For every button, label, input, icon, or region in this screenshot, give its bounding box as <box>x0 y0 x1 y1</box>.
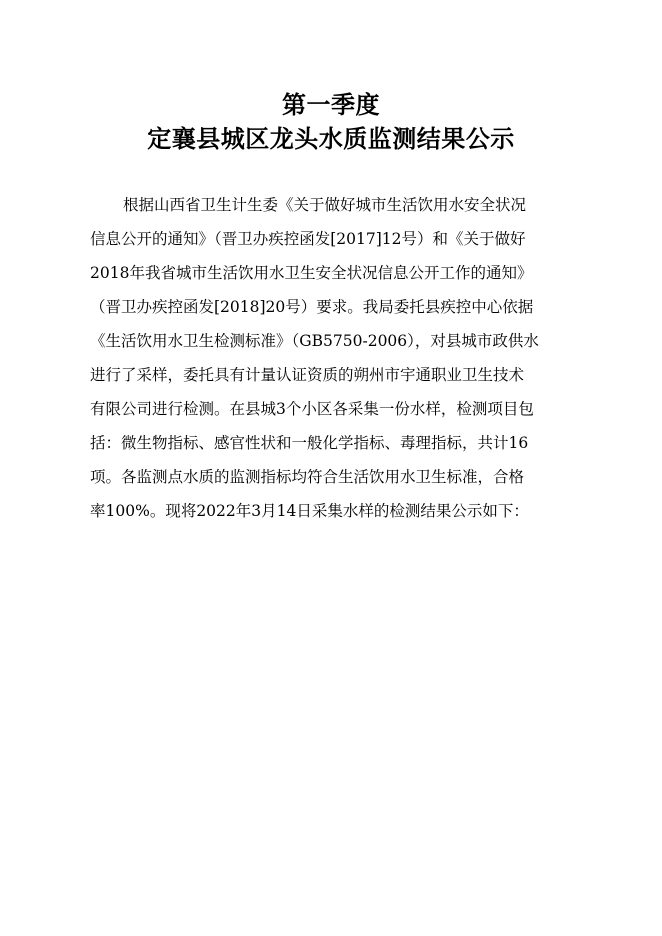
document-title <box>0 88 662 156</box>
title-line-main: 定襄县城区龙头水质监测结果公示 <box>147 125 515 153</box>
body-line: 率100%。现将2022年3月14日采集水样的检测结果公示如下： <box>90 502 529 520</box>
body-line: 有限公司进行检测。在县城3个小区各采集一份水样，检测项目包 <box>90 400 534 418</box>
body-line: 根据山西省卫生计生委《关于做好城市生活饮用水安全状况 <box>123 196 527 214</box>
body-line: 括：微生物指标、感官性状和一般化学指标、毒理指标，共计16 <box>90 434 529 452</box>
body-paragraph <box>90 188 572 528</box>
body-line: 信息公开的通知》（晋卫办疾控函发[2017]12号）和《关于做好 <box>90 230 526 248</box>
body-line: （晋卫办疾控函发[2018]20号）要求。我局委托县疾控中心依据 <box>90 298 534 316</box>
title-line-quarter: 第一季度 <box>282 91 380 119</box>
body-line: 进行了采样，委托具有计量认证资质的朔州市宇通职业卫生技术 <box>90 366 525 384</box>
body-line: 项。各监测点水质的监测指标均符合生活饮用水卫生标准，合格 <box>90 468 525 486</box>
body-line: 2018年我省城市生活饮用水卫生安全状况信息公开工作的通知》 <box>90 264 533 282</box>
body-line: 《生活饮用水卫生检测标准》（GB5750-2006），对县城市政供水 <box>90 332 539 350</box>
